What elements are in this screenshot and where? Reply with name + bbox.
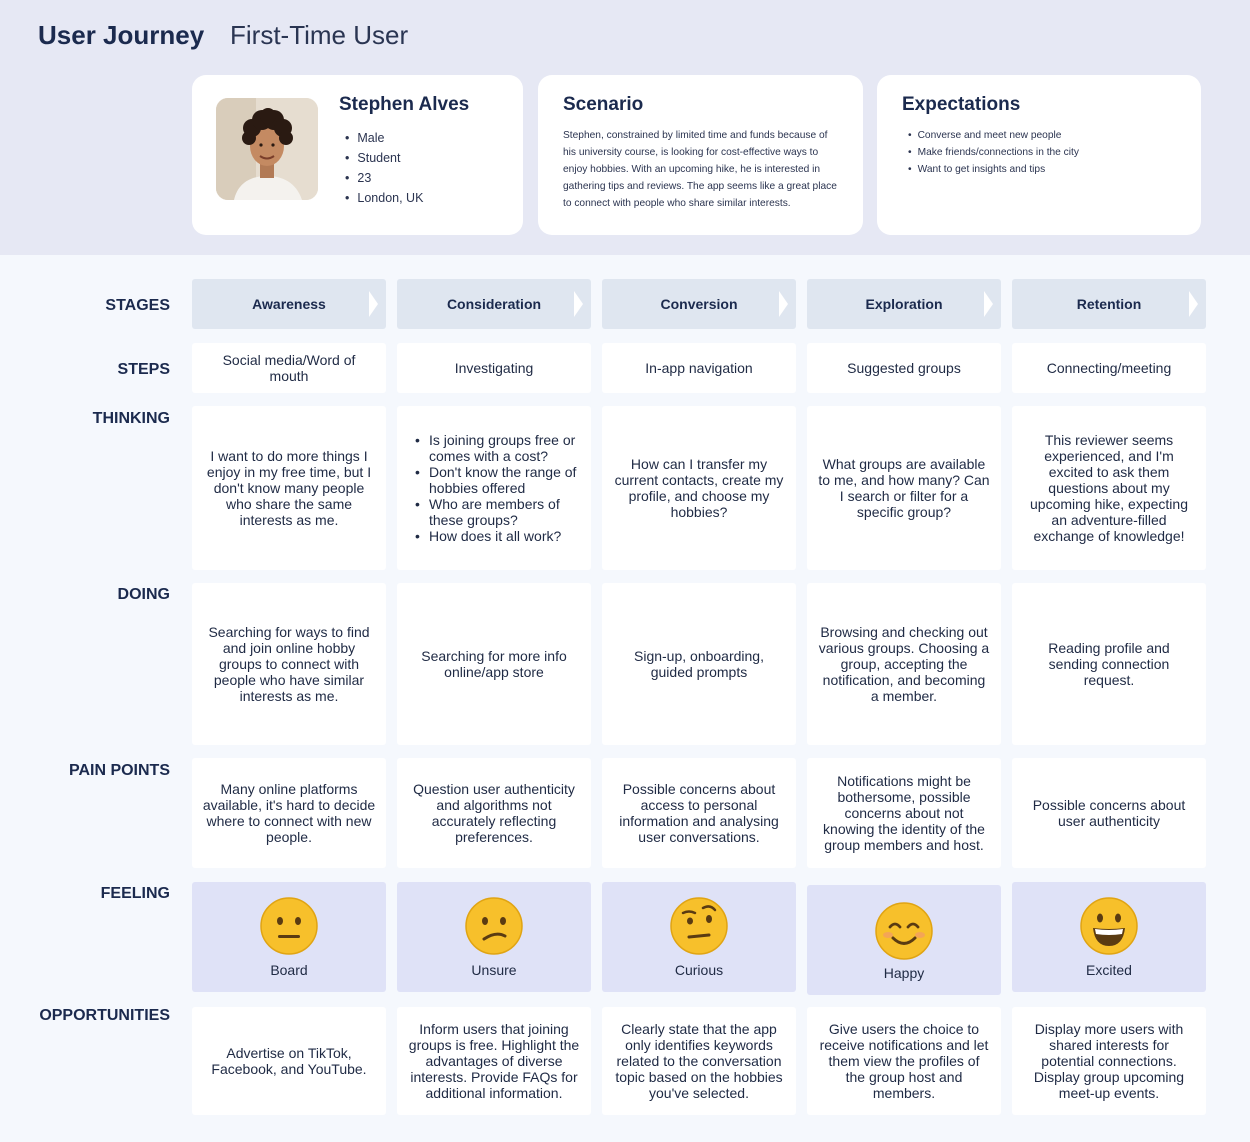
chevron-right-icon [1189,291,1198,317]
feeling-label: Unsure [471,962,517,978]
page-subtitle: First-Time User [230,20,409,50]
persona-gender: • Male [339,128,423,148]
persona-location: • London, UK [339,188,423,208]
page-title: User Journey [38,20,205,50]
scenario-text: Stephen, constrained by limited time and funds because of his university course, is looking for cost-effective ways to enjoy hobbies. With an upcoming hike, he is interested in gathering tips and reviews. The app seems like a great place to connect with people who share similar interests. [563,130,837,209]
pain-point-retention: Possible concerns about user authenticity [1012,758,1206,868]
opportunity-awareness: Advertise on TikTok, Facebook, and YouTube. [192,1007,386,1115]
scenario-heading: Scenario [563,94,644,115]
expectation-item: • Want to get insights and tips [902,161,1079,178]
thinking-conversion: How can I transfer my current contacts, create my profile, and choose my hobbies? [602,406,796,570]
doing-conversion: Sign-up, onboarding, guided prompts [602,583,796,745]
step-consideration: Investigating [397,343,591,393]
stage-retention [1012,279,1206,329]
neutral-face-icon [259,896,319,956]
row-label-steps: STEPS [117,361,170,378]
row-label-pain-points: PAIN POINTS [68,762,170,779]
expectations-card [877,75,1201,235]
row-label-opportunities: OPPORTUNITIES [39,1007,170,1024]
step-awareness: Social media/Word of mouth [192,343,386,393]
feeling-label: Excited [1086,962,1132,978]
stage-label: Awareness [252,296,326,312]
feeling-exploration [807,885,1001,995]
stage-label: Consideration [446,296,542,312]
doing-awareness: Searching for ways to find and join online hobby groups to connect with people who have similar interests as me. [192,583,386,745]
avatar [216,98,318,200]
feeling-conversion [602,882,796,992]
persona-name: Stephen Alves [339,94,470,115]
list-item: • Don't know the range of hobbies offered [415,464,581,496]
thinking-list [407,432,581,544]
feeling-retention [1012,882,1206,992]
opportunity-consideration: Inform users that joining groups is free. Highlight the advantages of diverse interests. Provide FAQs for additional information. [397,1007,591,1115]
persona-occupation: • Student [339,148,423,168]
stage-label: Retention [1076,296,1142,312]
row-label-doing: DOING [117,586,170,603]
chevron-right-icon [574,291,583,317]
step-conversion: In-app navigation [602,343,796,393]
thinking-exploration: What groups are available to me, and how many? Can I search or filter for a specific group? [807,406,1001,570]
pain-point-exploration: Notifications might be bothersome, possible concerns about not knowing the identity of the group members and host. [807,758,1001,868]
chevron-right-icon [984,291,993,317]
feeling-awareness [192,882,386,992]
persona-age: • 23 [339,168,423,188]
stage-label: Conversion [660,296,738,312]
raised-eyebrow-face-icon [669,896,729,956]
scenario-card [538,75,863,235]
chevron-right-icon [779,291,788,317]
list-item: • Who are members of these groups? [415,496,581,528]
pain-point-awareness: Many online platforms available, it's hard to decide where to connect with new people. [192,758,386,868]
persona-details [339,128,423,208]
grinning-face-icon [1079,896,1139,956]
expectations-heading: Expectations [902,94,1021,115]
row-label-stages: STAGES [105,297,170,314]
doing-consideration: Searching for more info online/app store [397,583,591,745]
row-label-thinking: THINKING [92,410,170,427]
opportunity-retention: Display more users with shared interests for potential connections. Display group upcoming meet-up events. [1012,1007,1206,1115]
stage-exploration [807,279,1001,329]
feeling-label: Curious [674,962,724,978]
thinking-consideration [397,406,591,570]
stage-conversion [602,279,796,329]
list-item: • How does it all work? [415,528,581,544]
feeling-label: Happy [883,965,925,981]
feeling-consideration [397,882,591,992]
pain-point-conversion: Possible concerns about access to personal information and analysing user conversations. [602,758,796,868]
expectation-item: • Converse and meet new people [902,127,1079,144]
thinking-awareness: I want to do more things I enjoy in my free time, but I don't know many people who share the same interests as me. [192,406,386,570]
doing-exploration: Browsing and checking out various groups. Choosing a group, accepting the notification, and becoming a member. [807,583,1001,745]
expectation-item: • Make friends/connections in the city [902,144,1079,161]
doing-retention: Reading profile and sending connection request. [1012,583,1206,745]
thinking-retention: This reviewer seems experienced, and I'm excited to ask them questions about my upcoming hike, expecting an adventure-filled exchange of knowledge! [1012,406,1206,570]
persona-card [192,75,523,235]
feeling-label: Board [270,962,308,978]
opportunity-conversion: Clearly state that the app only identifies keywords related to the conversation topic based on the hobbies you've selected. [602,1007,796,1115]
step-retention: Connecting/meeting [1012,343,1206,393]
smiling-face-icon [874,901,934,961]
list-item: • Is joining groups free or comes with a cost? [415,432,581,464]
stage-awareness [192,279,386,329]
step-exploration: Suggested groups [807,343,1001,393]
stage-label: Exploration [865,296,943,312]
row-label-feeling: FEELING [100,885,170,902]
pain-point-consideration: Question user authenticity and algorithms not accurately reflecting preferences. [397,758,591,868]
opportunity-exploration: Give users the choice to receive notifications and let them view the profiles of the group host and members. [807,1007,1001,1115]
confused-face-icon [464,896,524,956]
chevron-right-icon [369,291,378,317]
expectations-list [902,127,1079,178]
stage-consideration [397,279,591,329]
